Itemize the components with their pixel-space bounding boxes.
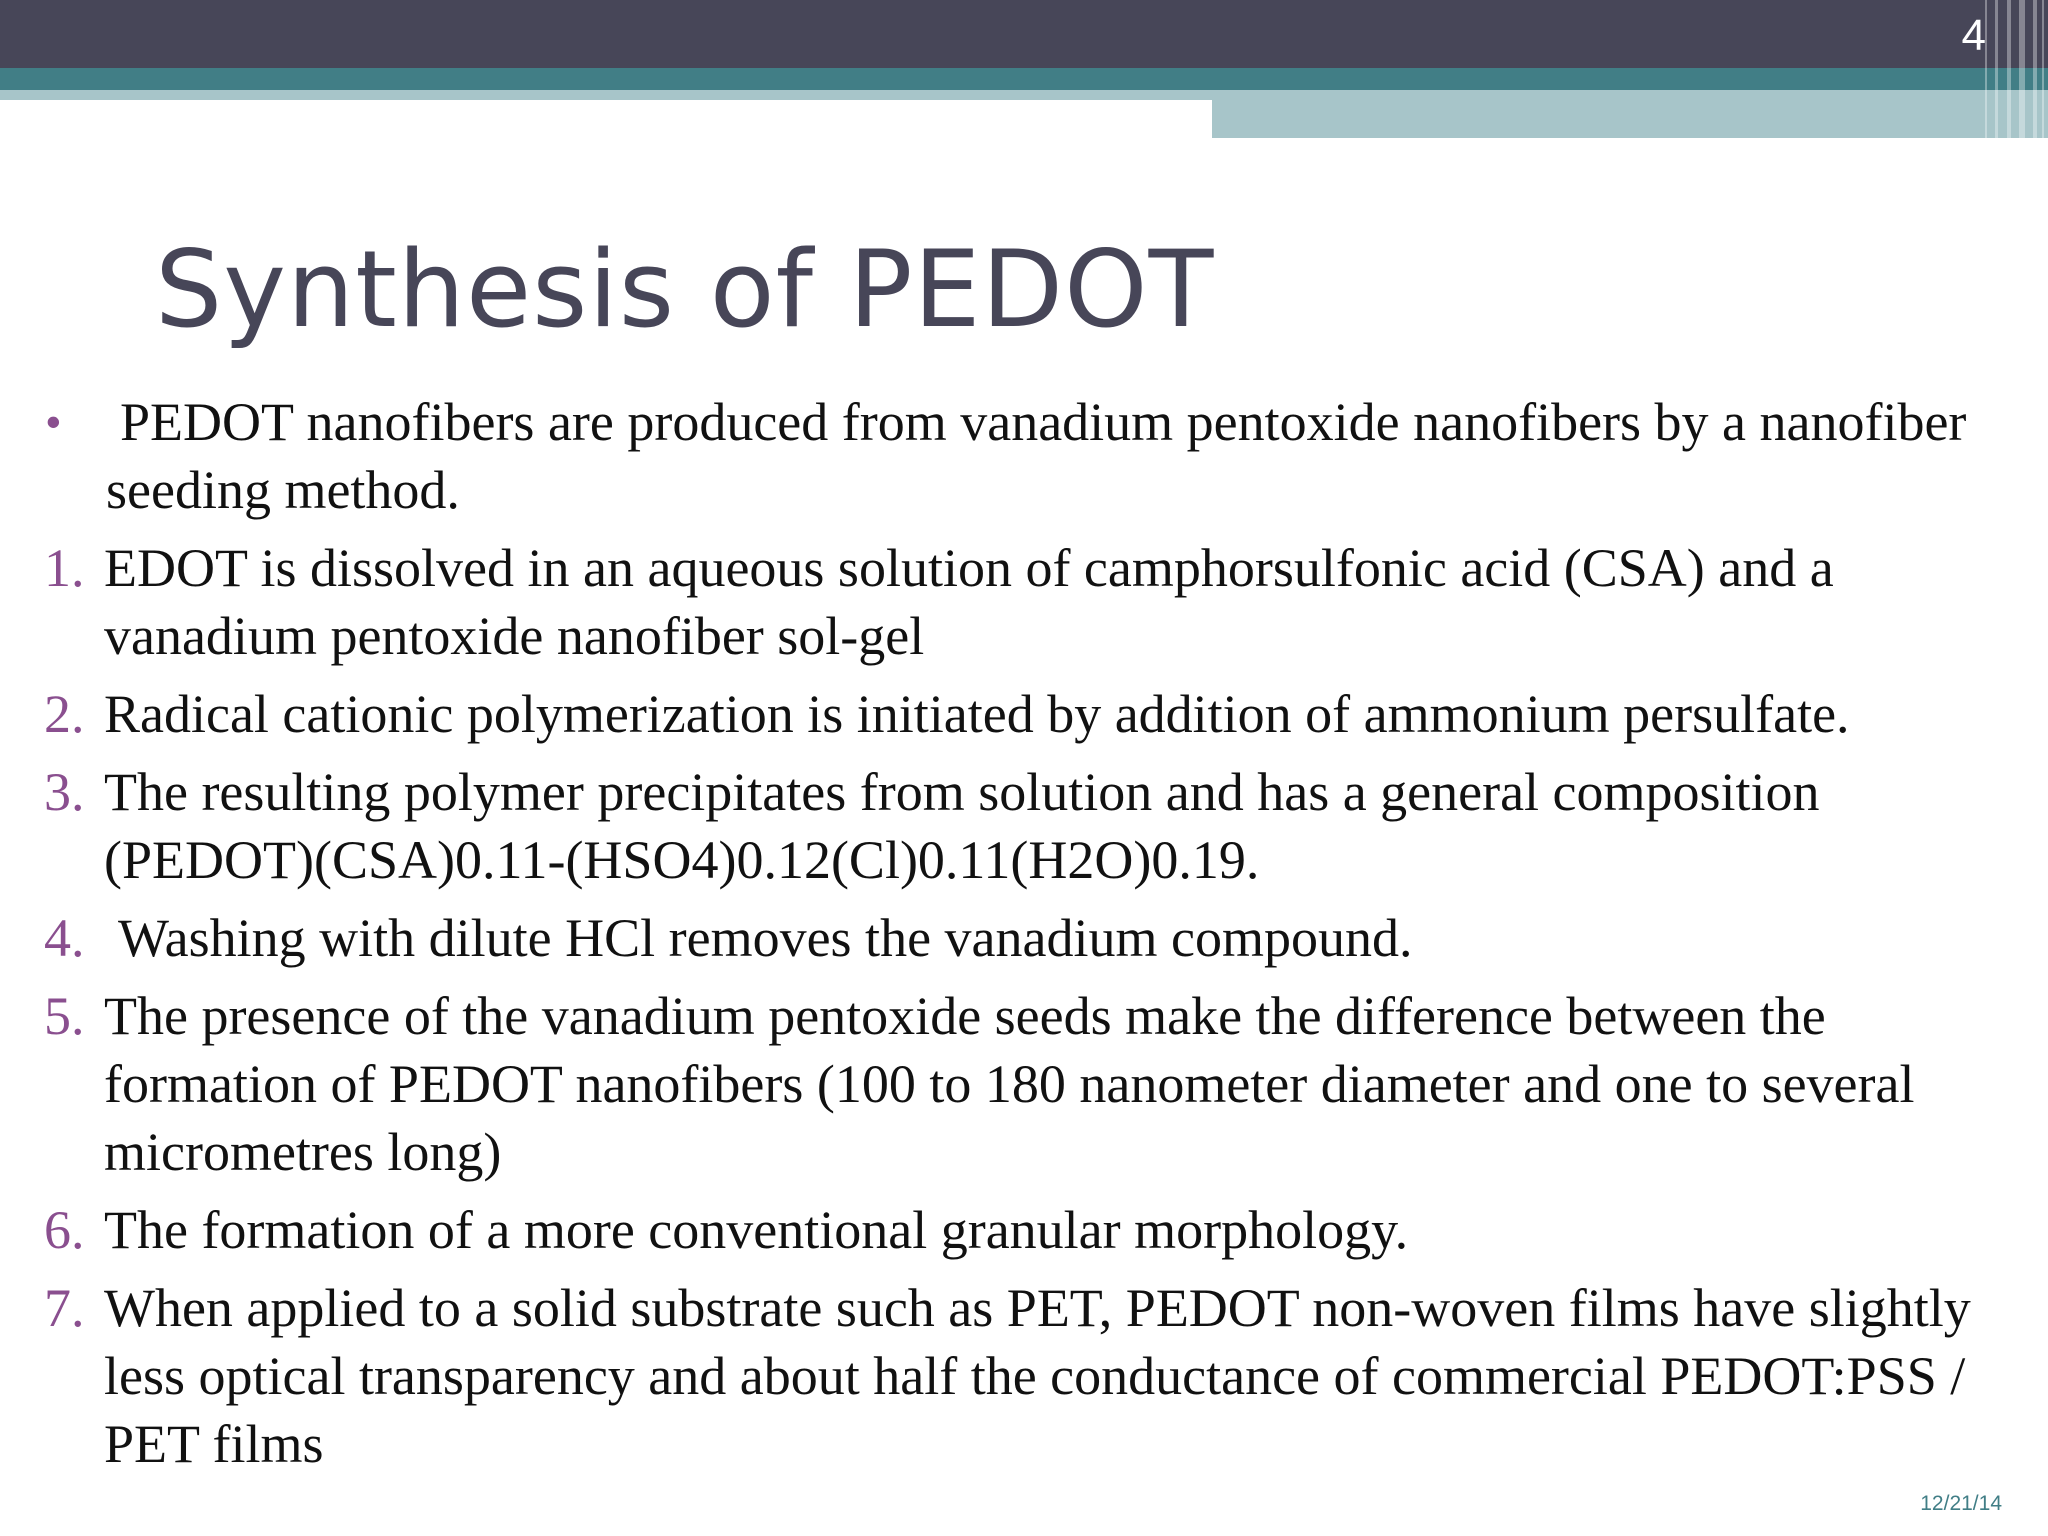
slide-number: 4 — [1961, 11, 1986, 60]
list-number: 6. — [44, 1200, 85, 1260]
slide-content — [44, 388, 2014, 1488]
list-item-6 — [44, 1196, 2014, 1264]
bullet-text: PEDOT nanofibers are produced from vanadium pentoxide nanofibers by a nanofiber seeding method. — [106, 392, 1967, 520]
slide-date: 12/21/14 — [1920, 1492, 2002, 1515]
list-item-2 — [44, 680, 2014, 748]
list-item-text: Washing with dilute HCl removes the vanadium compound. — [118, 908, 1413, 968]
list-item-text: When applied to a solid substrate such as PET, PEDOT non-woven films have slightly less optical transparency and about half the conductance of commercial PEDOT:PSS / PET films — [104, 1278, 1971, 1474]
list-item-4 — [44, 904, 2014, 972]
list-item-7 — [44, 1274, 2014, 1478]
header-accent-bar — [0, 68, 2048, 90]
list-item-text: The formation of a more conventional granular morphology. — [104, 1200, 1409, 1260]
list-number: 2. — [44, 684, 85, 744]
list-number: 4. — [44, 908, 85, 968]
list-item-text: Radical cationic polymerization is initiated by addition of ammonium persulfate. — [104, 684, 1850, 744]
list-item-1 — [44, 534, 2014, 670]
list-item-5 — [44, 982, 2014, 1186]
bullet-marker: • — [46, 398, 61, 445]
list-item-text: The presence of the vanadium pentoxide seeds make the difference between the formation of PEDOT nanofibers (100 to 180 nanometer diameter and one to several micrometres long) — [104, 986, 1915, 1182]
header-bar — [0, 0, 2048, 68]
decorative-stripes — [1985, 0, 2048, 138]
list-number: 7. — [44, 1278, 85, 1338]
list-number: 5. — [44, 986, 85, 1046]
list-item-text: The resulting polymer precipitates from solution and has a general composition (PEDOT)(CSA)0.11-(HSO4)0.12(Cl)0.11(H2O)0.19. — [104, 762, 1820, 890]
list-number: 3. — [44, 762, 85, 822]
slide-title: Synthesis of PEDOT — [155, 228, 1215, 351]
list-number: 1. — [44, 538, 85, 598]
header-light-bar-right — [1212, 90, 2048, 138]
list-item-3 — [44, 758, 2014, 894]
list-item-text: EDOT is dissolved in an aqueous solution of camphorsulfonic acid (CSA) and a vanadium pentoxide nanofiber sol-gel — [104, 538, 1834, 666]
intro-bullet — [44, 388, 2014, 524]
header-light-bar-left — [0, 90, 1212, 100]
